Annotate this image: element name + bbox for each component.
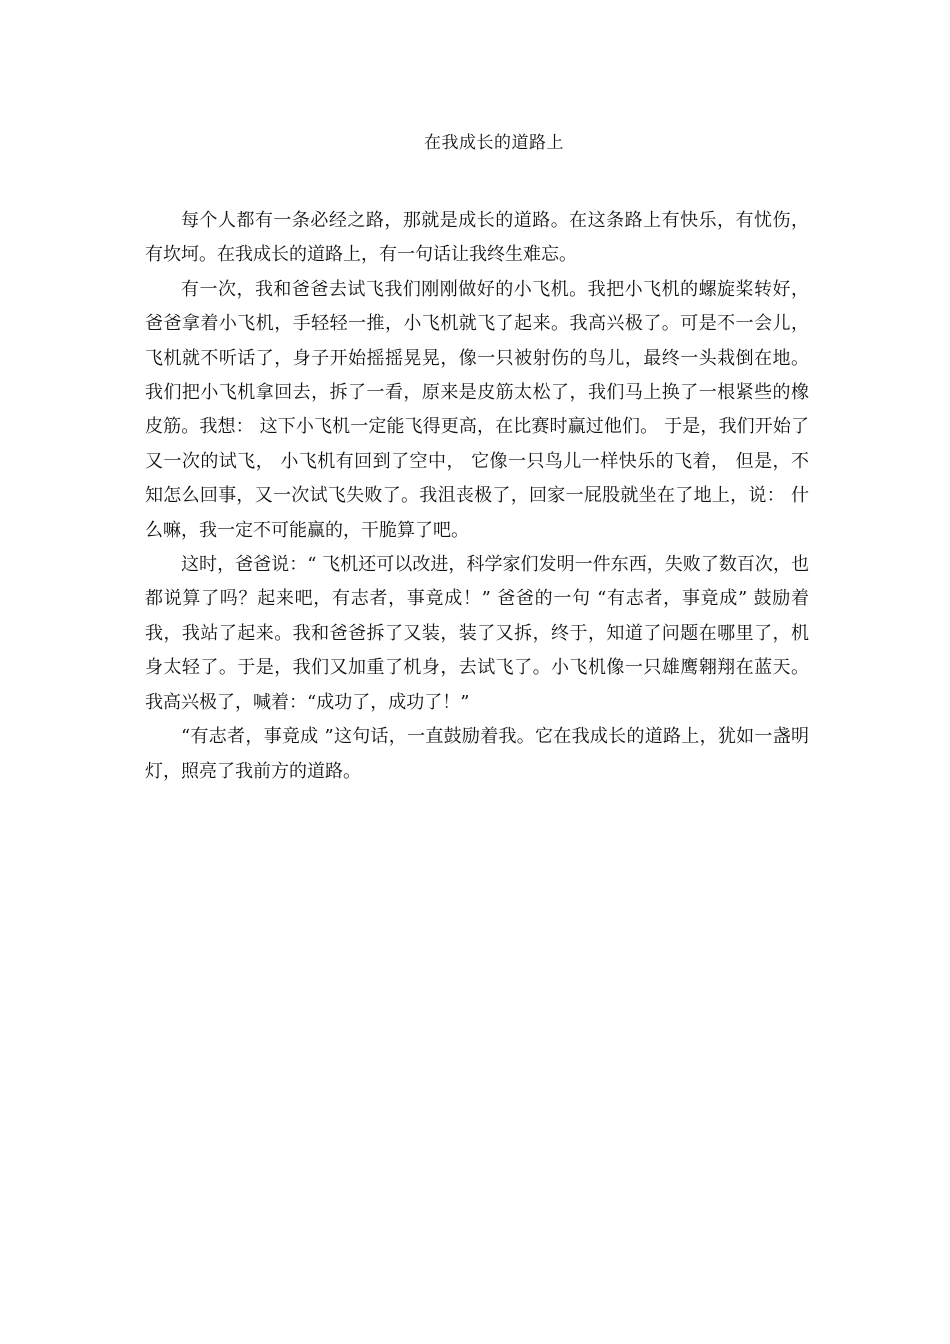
paragraph-2: 有一次，我和爸爸去试飞我们刚刚做好的小飞机。我把小飞机的螺旋桨转好，爸爸拿着小飞机，手轻轻一推，小飞机就飞了起来。我高兴极了。可是不一会儿，飞机就不听话了，身子开始摇摇晃晃，像一只被射伤的鸟儿，最终一头栽倒在地。我们把小飞机拿回去，拆了一看，原来是皮筋太松了，我们马上换了一根紧些的橡皮筋。我想： 这下小飞机一定能飞得更高，在比赛时赢过他们。 于是，我们开始了又一次的试飞， 小飞机有回到了空中， 它像一只鸟儿一样快乐的飞着， 但是，不知怎么回事，又一次试飞失败了。我沮丧极了，回家一屁股就坐在了地上，说： 什么嘛，我一定不可能赢的，干脆算了吧。: [145, 278, 809, 541]
paragraph-4: “有志者，事竟成 ”这句话，一直鼓励着我。它在我成长的道路上，犹如一盏明灯，照亮了我前方的道路。: [145, 726, 809, 782]
paragraph-1: 每个人都有一条必经之路，那就是成长的道路。在这条路上有快乐，有忧伤，有坎坷。在我成长的道路上，有一句话让我终生难忘。: [145, 210, 809, 266]
document-title: 在我成长的道路上: [424, 133, 564, 153]
document-body: [145, 204, 809, 789]
paragraph-3: 这时，爸爸说：“ 飞机还可以改进，科学家们发明一件东西，失败了数百次，也都说算了吗？起来吧，有志者，事竟成！” 爸爸的一句 “有志者，事竟成” 鼓励着我，我站了起来。我和爸爸拆了又装，装了又拆，终于，知道了问题在哪里了，机身太轻了。于是，我们又加重了机身，去试飞了。小飞机像一只雄鹰翱翔在蓝天。我高兴极了，喊着：“成功了，成功了！”: [145, 554, 809, 713]
